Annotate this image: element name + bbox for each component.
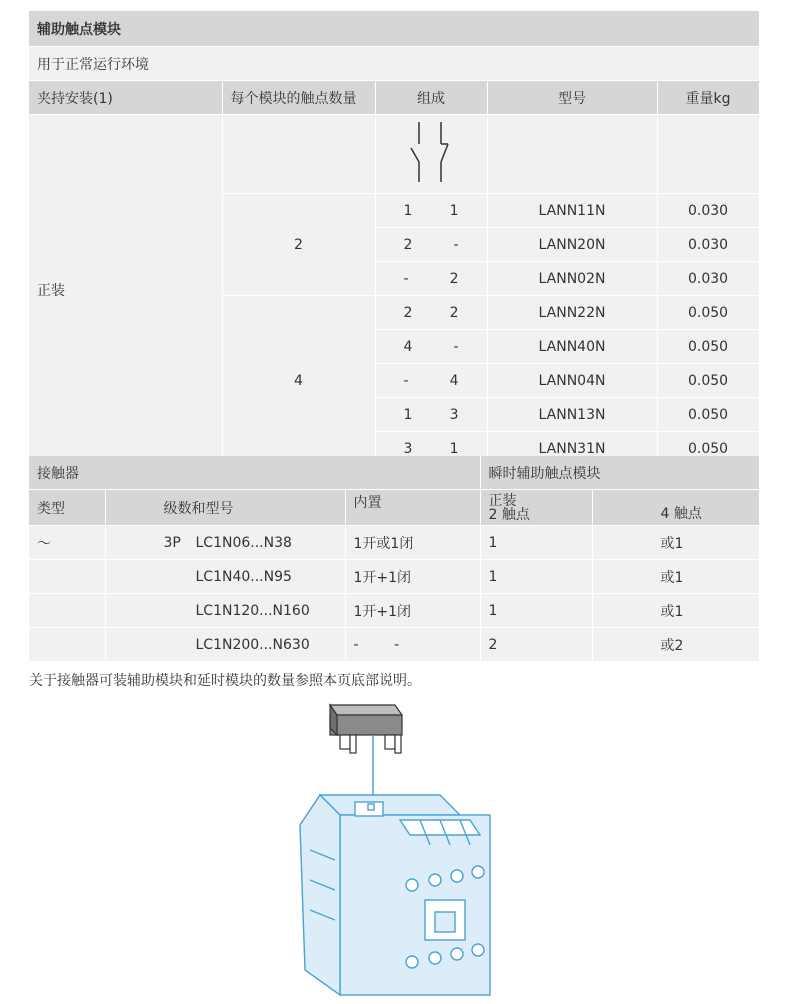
aux-contact-table [29,11,760,466]
model-cell: LANN13N [487,398,657,432]
two-contact-cell: 1 [480,594,592,628]
composition-cell: 3 1 [375,432,487,466]
weight-cell: 0.030 [657,228,759,262]
type-cell [29,560,105,594]
weight-cell: 0.030 [657,194,759,228]
two-contact-cell: 2 [480,628,592,662]
header-composition: 组成 [375,81,487,115]
model-cell: LANN11N [487,194,657,228]
rating-cell: LC1N120...N160 [105,594,345,628]
contactor-module-illustration [290,700,510,1000]
contactor-header: 接触器 [29,456,480,490]
header-model: 型号 [487,81,657,115]
builtin-cell: 1开或1闭 [345,526,480,560]
instant-module-header: 瞬时辅助触点模块 [480,456,759,490]
weight-cell: 0.050 [657,398,759,432]
header-four-contacts: 4 触点 [592,490,759,526]
type-cell [29,628,105,662]
contactor-table [29,456,760,662]
composition-cell: - 4 [375,364,487,398]
contact-symbol [375,115,487,194]
weight-cell: 0.050 [657,364,759,398]
composition-cell: 2 2 [375,296,487,330]
model-cell: LANN22N [487,296,657,330]
header-count: 每个模块的触点数量 [222,81,375,115]
rating-cell: LC1N200...N630 [105,628,345,662]
symbol-empty-model [487,115,657,194]
contactor-icon [300,795,490,995]
contact-symbol-icon [401,120,461,184]
contact-count-4: 4 [222,296,375,466]
header-mount: 夹持安装(1) [29,81,222,115]
composition-cell: - 2 [375,262,487,296]
composition-cell: 1 3 [375,398,487,432]
composition-cell: 4 - [375,330,487,364]
header-weight: 重量kg [657,81,759,115]
two-contact-cell: 1 [480,560,592,594]
symbol-empty-weight [657,115,759,194]
weight-cell: 0.050 [657,330,759,364]
model-cell: LANN02N [487,262,657,296]
type-cell [29,594,105,628]
four-contact-cell: 或2 [592,628,759,662]
mount-type-cell: 正装 [29,115,222,466]
symbol-empty-cell [222,115,375,194]
four-contact-cell: 或1 [592,526,759,560]
header-front: 正装 2 触点 [480,490,592,526]
weight-cell: 0.050 [657,296,759,330]
type-cell: ～ [29,526,105,560]
contact-count-2: 2 [222,194,375,296]
builtin-cell: 1开+1闭 [345,594,480,628]
two-contact-cell: 1 [480,526,592,560]
model-cell: LANN31N [487,432,657,466]
model-cell: LANN20N [487,228,657,262]
four-contact-cell: 或1 [592,594,759,628]
table-title: 辅助触点模块 [29,11,759,47]
model-cell: LANN40N [487,330,657,364]
header-type: 类型 [29,490,105,526]
rating-cell: 3P LC1N06...N38 [105,526,345,560]
rating-cell: LC1N40...N95 [105,560,345,594]
footnote: 关于接触器可装辅助模块和延时模块的数量参照本页底部说明。 [29,673,421,689]
composition-cell: 2 - [375,228,487,262]
header-builtin: 内置 [345,490,480,526]
weight-cell: 0.050 [657,432,759,466]
builtin-cell: - - [345,628,480,662]
model-cell: LANN04N [487,364,657,398]
weight-cell: 0.030 [657,262,759,296]
builtin-cell: 1开+1闭 [345,560,480,594]
composition-cell: 1 1 [375,194,487,228]
header-rating: 级数和型号 [105,490,345,526]
environment-row: 用于正常运行环境 [29,47,759,81]
aux-module-icon [330,705,402,753]
four-contact-cell: 或1 [592,560,759,594]
